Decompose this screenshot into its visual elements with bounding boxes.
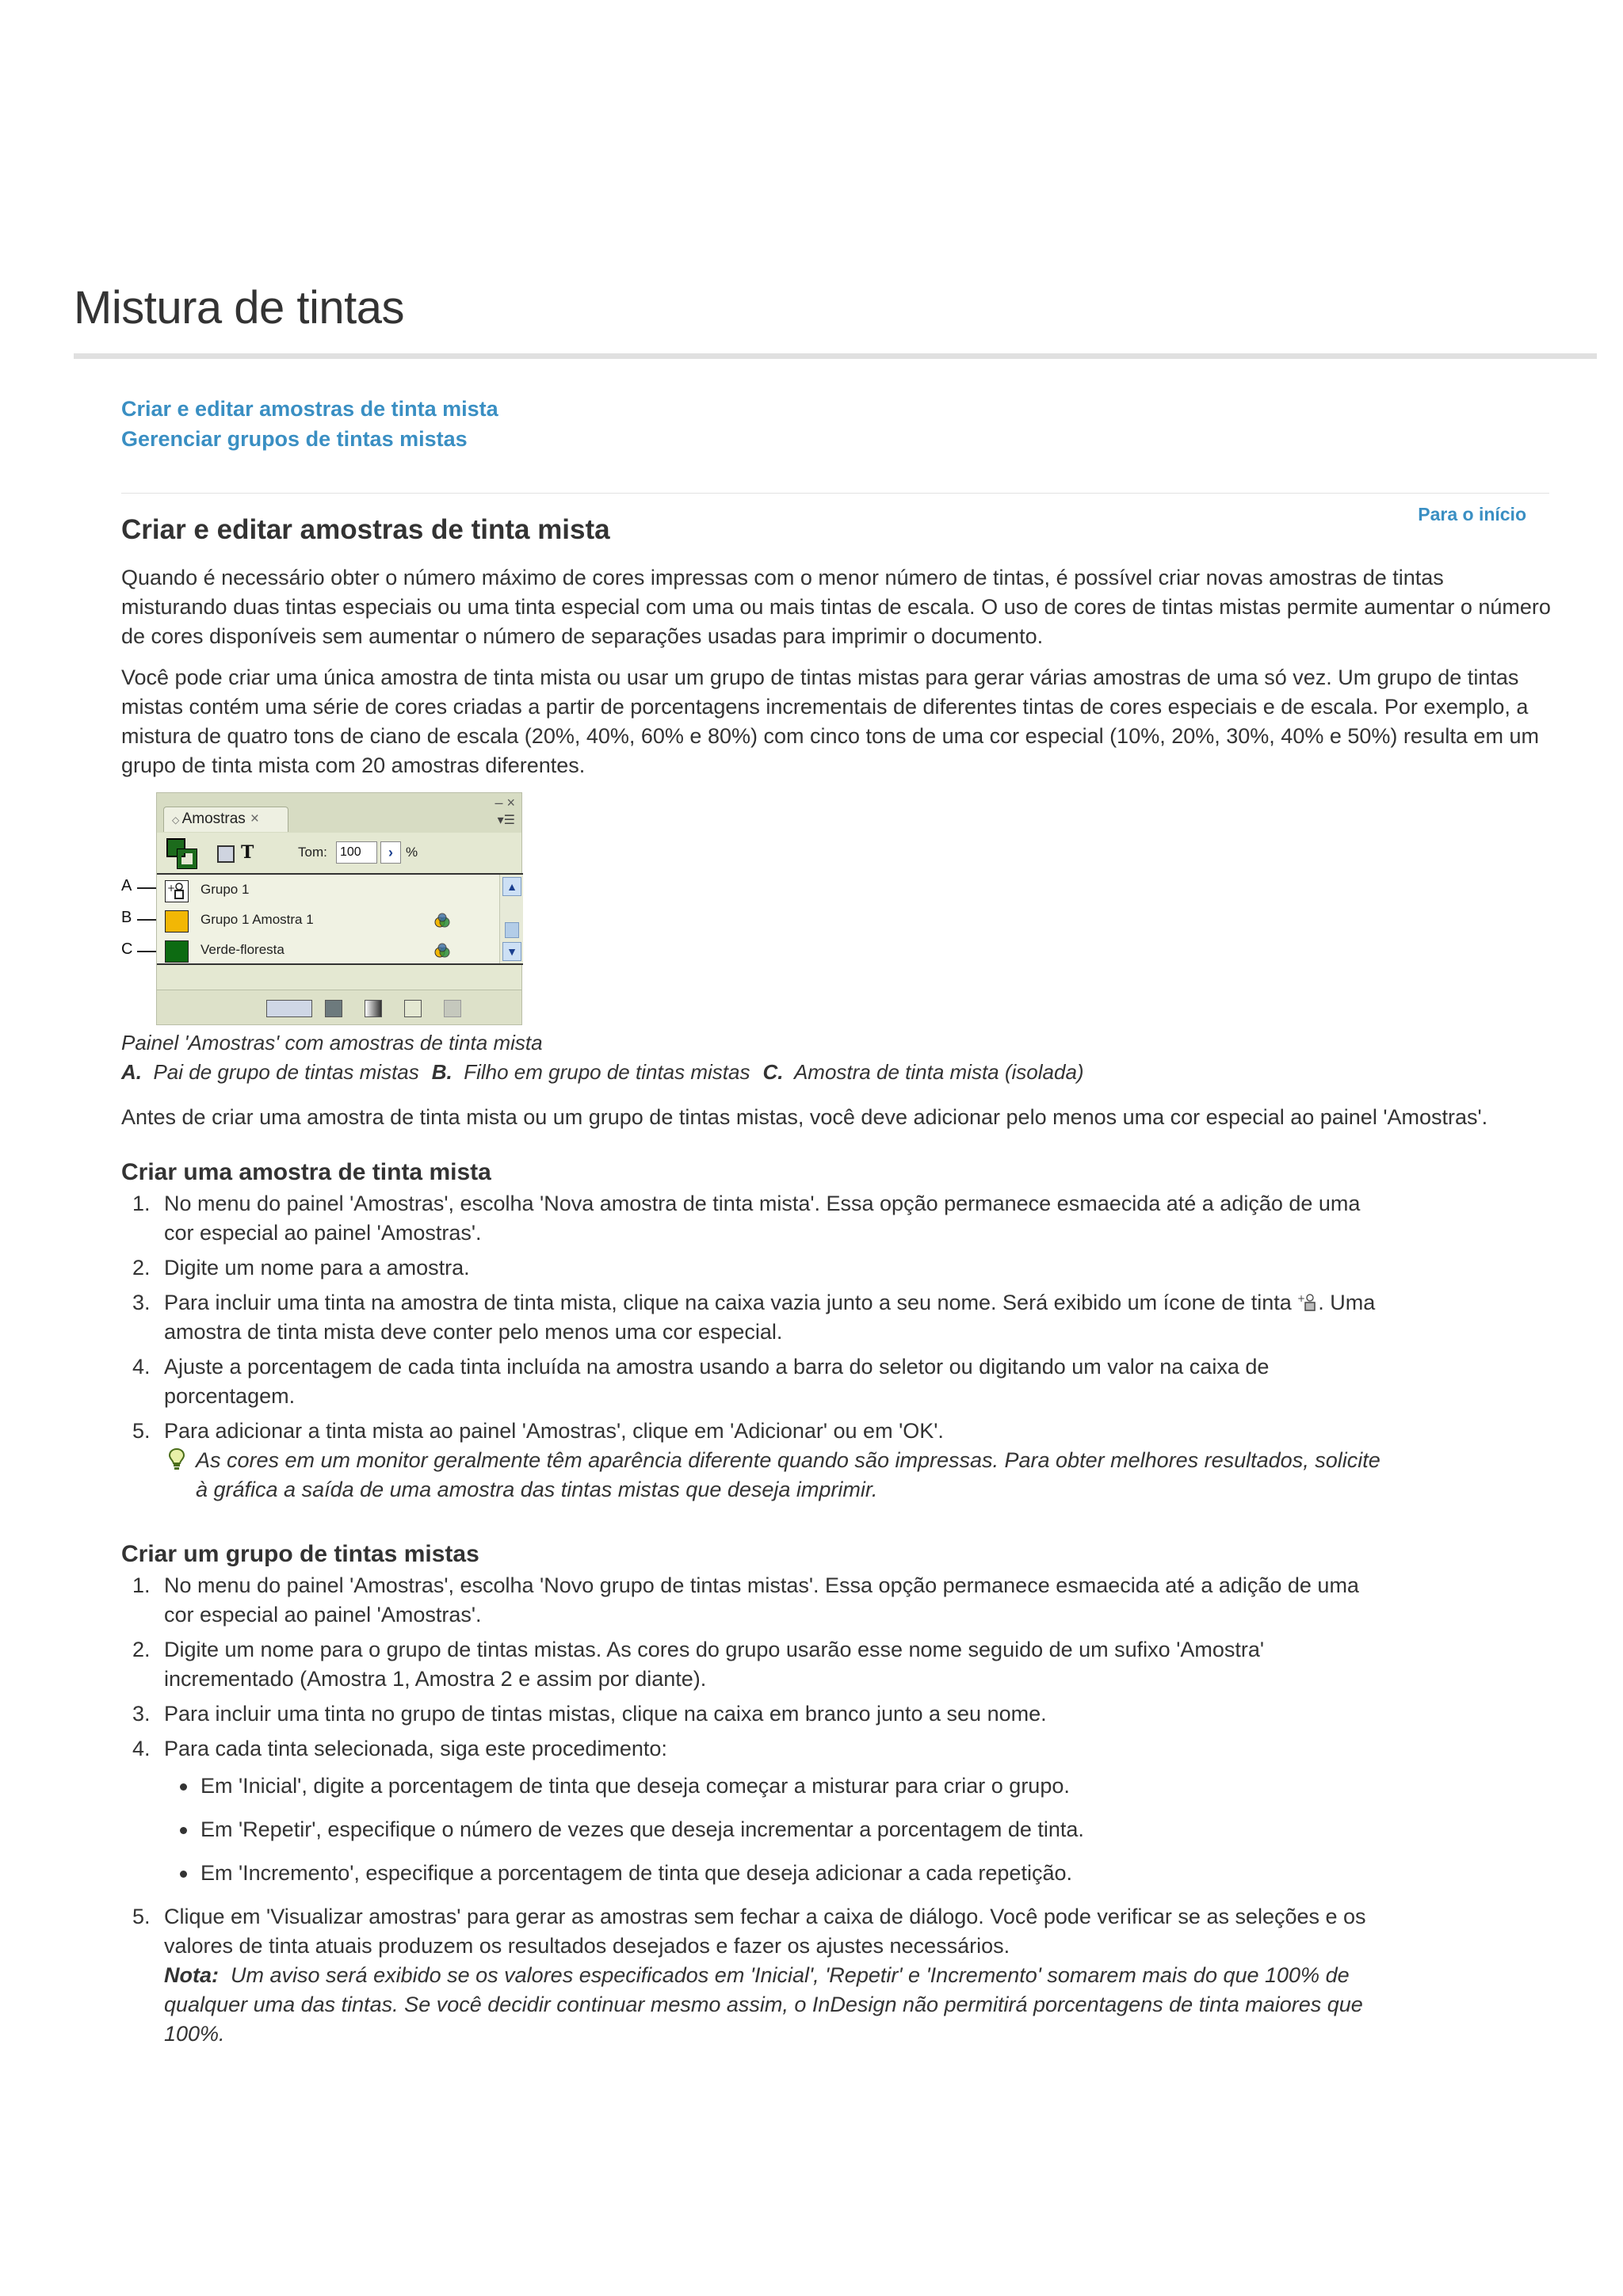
tint-label: Tom: (298, 845, 327, 860)
subsection-title: Criar um grupo de tintas mistas (121, 1541, 479, 1567)
list-item: 5. Para adicionar a tinta mista ao painel 'Amostras', clique em 'Adicionar' ou em 'OK'. As cores em um monitor geralmente têm aparência diferente quando são impressas. Para obter melhores resultados, solicite à gráfica a saída de uma amostra das tintas mistas que deseja imprimir. (121, 1417, 1389, 1505)
scroll-up-icon[interactable]: ▲ (502, 877, 521, 896)
fill-stroke-icon[interactable] (166, 838, 198, 870)
panel-tab-bar (157, 793, 521, 833)
table-of-contents (121, 394, 498, 454)
paragraph: Quando é necessário obter o número máximo de cores impressas com o menor número de tintas, é possível criar novas amostras de tintas misturando duas tintas especiais ou uma tinta especial com uma ou mais tintas de escala. O uso de cores de tintas mistas permite aumentar o número de cores disponíveis sem aumentar o número de separações usadas para imprimir o documento. (121, 566, 1551, 648)
swatches-panel (156, 792, 522, 1025)
swatches-panel-figure (121, 792, 533, 1028)
list-item: 1. No menu do painel 'Amostras', escolha 'Nova amostra de tinta mista'. Essa opção permanece esmaecida até a adição de uma cor especial ao painel 'Amostras'. (132, 1192, 1361, 1245)
note: Nota: Um aviso será exibido se os valores especificados em 'Inicial', 'Repetir' e 'Incremento' somarem mais do que 100% de qualquer uma das tintas. Se você decidir continuar mesmo assim, o InDesign não permitirá porcentagens de tinta maiores que 100%. (164, 1963, 1363, 2046)
paragraph: Você pode criar uma única amostra de tinta mista ou usar um grupo de tintas mistas para gerar várias amostras de uma só vez. Um grupo de tintas mistas contém uma série de cores criadas a partir de porcentagens incrementais de diferentes tintas de cores especiais e de escala. Por exemplo, a mistura de quatro tons de ciano de escala (20%, 40%, 60% e 80%) com cinco tons de uma cor especial (10%, 20%, 30%, 40% e 50%) resulta em um grupo de tinta mista com 20 amostras diferentes. (121, 666, 1539, 777)
page-title: Mistura de tintas (74, 282, 405, 334)
steps-list (121, 1189, 1389, 1505)
caption-title: Painel 'Amostras' com amostras de tinta mista (121, 1031, 543, 1055)
section-divider (121, 493, 1549, 494)
steps-list (121, 1571, 1389, 2049)
callout-b: B (121, 909, 132, 926)
tint-arrow-button[interactable]: › (380, 841, 401, 864)
bullet-item: Em 'Inicial', digite a porcentagem de tinta que deseja começar a misturar para criar o grupo. (164, 1772, 1389, 1801)
tab-grip-icon: ◇ (172, 814, 182, 826)
show-color-swatches-icon[interactable] (325, 1000, 342, 1017)
callout-a: A (121, 877, 132, 894)
scroll-thumb[interactable] (505, 922, 519, 938)
lightbulb-icon (167, 1447, 186, 1471)
panel-bottom-bar (157, 990, 521, 1024)
swatch-list (157, 873, 523, 965)
swatch-row-verde-floresta[interactable]: Verde-floresta (157, 936, 499, 967)
caption-legend: A. Pai de grupo de tintas mistas B. Filho em grupo de tintas mistas C. Amostra de tinta mista (isolada) (121, 1060, 1084, 1084)
back-to-top-link[interactable]: Para o início (1418, 504, 1526, 524)
swatch-row-grupo-1[interactable]: + Grupo 1 (157, 876, 499, 906)
svg-text:+: + (167, 883, 176, 894)
list-item: 1. No menu do painel 'Amostras', escolha 'Novo grupo de tintas mistas'. Essa opção permanece esmaecida até a adição de uma cor especial ao painel 'Amostras'. (132, 1573, 1359, 1627)
window-controls[interactable]: – × (495, 795, 515, 810)
bullet-list (164, 1772, 1389, 1888)
list-item: 2. Digite um nome para a amostra. (132, 1256, 470, 1280)
swatch-list-scrollbar[interactable] (499, 875, 523, 963)
list-item: 5. Clique em 'Visualizar amostras' para gerar as amostras sem fechar a caixa de diálogo. Você pode verificar se as seleções e os valores de tinta atuais produzem os resultados desejados e fazer os ajustes necessários. Nota: Um aviso será exibido se os valores especificados em 'Inicial', 'Repetir' e 'Incremento' somarem mais do que 100% de qualquer uma das tintas. Se você decidir continuar mesmo assim, o InDesign não permitirá porcentagens de tinta maiores que 100%. (121, 1902, 1389, 2049)
tab-amostras[interactable]: ◇ Amostras × (163, 807, 288, 832)
mixed-ink-group-icon (165, 880, 189, 902)
bullet-item: Em 'Repetir', especifique o número de vezes que deseja incrementar a porcentagem de tinta. (164, 1815, 1389, 1844)
new-swatch-icon[interactable] (404, 1000, 422, 1017)
bullet-item: Em 'Incremento', especifique a porcentagem de tinta que deseja adicionar a cada repetição. (164, 1859, 1389, 1888)
list-item: 3. Para incluir uma tinta na amostra de tinta mista, clique na caixa vazia junto a seu nome. Será exibido um ícone de tinta + . Uma amostra de tinta mista deve conter pelo menos uma cor especial. (132, 1291, 1376, 1344)
swatch-color-chip (165, 940, 189, 963)
mixed-ink-icon (434, 913, 450, 933)
toc-link-gerenciar-grupos[interactable]: Gerenciar grupos de tintas mistas (121, 427, 468, 451)
list-item: 3. Para incluir uma tinta no grupo de tintas mistas, clique na caixa em branco junto a seu nome. (132, 1702, 1047, 1726)
figure-caption (121, 1028, 1554, 1087)
mixed-ink-icon (434, 943, 450, 963)
tint-unit: % (406, 845, 418, 860)
tip: As cores em um monitor geralmente têm aparência diferente quando são impressas. Para obter melhores resultados, solicite à gráfica a saída de uma amostra das tintas mistas que deseja imprimir. (164, 1446, 1389, 1505)
main-content (121, 511, 1554, 2054)
panel-menu-icon[interactable]: ▾☰ (497, 814, 515, 827)
callout-c: C (121, 940, 133, 958)
show-gradient-swatches-icon[interactable] (365, 1000, 382, 1017)
section-title: Criar e editar amostras de tinta mista (121, 514, 610, 545)
paragraph: Antes de criar uma amostra de tinta mista ou um grupo de tintas mistas, você deve adicionar pelo menos uma cor especial ao painel 'Amostras'. (121, 1105, 1488, 1129)
svg-text:+: + (1297, 1293, 1306, 1304)
show-all-swatches-icon[interactable] (266, 1000, 312, 1017)
delete-swatch-icon[interactable] (444, 1000, 461, 1017)
container-format-icon[interactable] (217, 845, 235, 863)
mixed-ink-icon (1297, 1291, 1318, 1312)
scroll-down-icon[interactable]: ▼ (502, 942, 521, 961)
toc-link-criar-editar[interactable]: Criar e editar amostras de tinta mista (121, 397, 498, 421)
list-item: 2. Digite um nome para o grupo de tintas mistas. As cores do grupo usarão esse nome seguido de um sufixo 'Amostra' incrementado (Amostra 1, Amostra 2 e assim por diante). (132, 1638, 1265, 1691)
close-icon[interactable]: × (250, 810, 259, 827)
swatch-row-grupo-1-amostra-1[interactable]: Grupo 1 Amostra 1 (157, 906, 499, 936)
list-item: 4. Para cada tinta selecionada, siga este procedimento: Em 'Inicial', digite a porcentagem de tinta que deseja começar a misturar para criar o grupo. Em 'Repetir', especifique o número de vezes que deseja incrementar a porcentagem de tinta. Em 'Incremento', especifique a porcentagem de tinta que deseja adicionar a cada repetição. (121, 1734, 1389, 1888)
swatch-color-chip (165, 910, 189, 933)
tint-input[interactable]: 100 (336, 841, 377, 864)
title-divider (74, 353, 1597, 359)
text-format-icon[interactable]: T (241, 842, 254, 863)
list-item: 4. Ajuste a porcentagem de cada tinta incluída na amostra usando a barra do seletor ou digitando um valor na caixa de porcentagem. (132, 1355, 1270, 1408)
subsection-title: Criar uma amostra de tinta mista (121, 1159, 491, 1185)
panel-toolbar (157, 833, 521, 872)
